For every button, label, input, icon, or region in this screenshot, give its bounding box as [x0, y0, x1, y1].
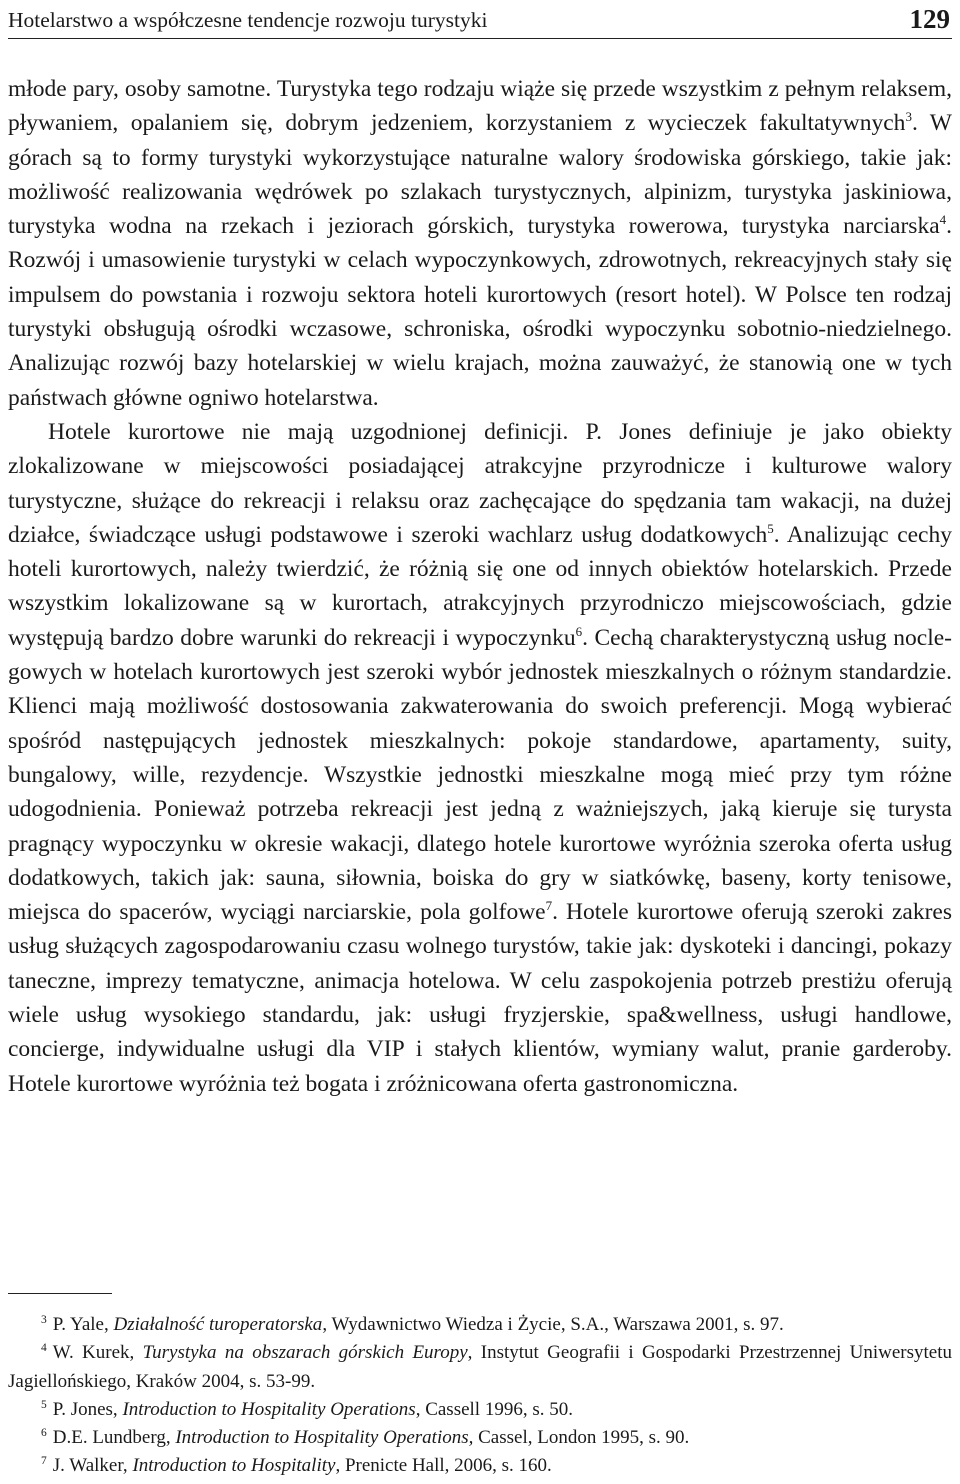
footnote-title: Turystyka na obszarach górskich Europy [142, 1342, 468, 1364]
footnote-ref: 5 [767, 520, 774, 536]
footnote [8, 1311, 952, 1339]
footnote-author: J. Walker, [52, 1455, 133, 1477]
footnote-ref: 3 [905, 109, 912, 125]
text-run: . Cechą charakterystyczną usług noclegowych w hotelach kurortowych jest szeroki wybór jednostek mieszkalnych o różnym standardzie. Klienci mają możliwość dostosowania zakwaterowania do swoich preferencji. Mogą wybierać spośród następujących jednostek mieszkalnych: pokoje standardowe, apartamenty, suity, bungalowy, wille, rezydencje. Wszystkie jednostki mieszkalne mogą mieć przy tym różne udogodnienia. Ponieważ potrzeba rekreacji jest jedną z ważniejszych, jaką kieruje się turysta pragnący wypoczynku w okresie wakacji, dlatego hotele kurortowe wyróżnia szeroka oferta usług dodatkowych, takich jak: sauna, siłownia, boiska do gry w siatkówkę, baseny, korty tenisowe, miejsca do spacerów, wyciągi narciarskie, pola golfowe [8, 624, 952, 926]
footnote-separator [8, 1293, 112, 1294]
paragraph-1 [8, 72, 952, 415]
footnote-author: P. Yale, [52, 1314, 114, 1335]
footnote-publication: , Cassell 1996, s. 50. [415, 1398, 573, 1420]
footnote-publication: , Wydawnictwo Wiedza i Życie, S.A., Warszawa 2001, s. 97. [322, 1314, 784, 1335]
footnote-number: 6 [41, 1427, 47, 1440]
footnote-author: W. Kurek, [52, 1342, 143, 1364]
footnote-number: 3 [41, 1314, 47, 1326]
text-run: Hotele kurortowe nie mają uzgodnionej definicji. P. Jones definiuje je jako obiekty zlokalizowane w miejscowości posiadającej atrakcyjne przyrodnicze i kulturowe walory turystyczne, służące do rekreacji i relaksu oraz zachęcające do spędzania tam wakacji, na dużej działce, świadczące usługi podstawowe i szeroki wachlarz usług dodatkowych [8, 418, 952, 548]
main-text [8, 72, 952, 1101]
running-title: Hotelarstwo a współczesne tendencje rozwoju turystyki [8, 8, 488, 32]
footnote [8, 1424, 952, 1452]
footnote-author: D.E. Lundberg, [52, 1427, 176, 1449]
paragraph-2 [8, 415, 952, 1101]
footnote [8, 1339, 952, 1396]
page-header [8, 2, 952, 39]
footnote [8, 1452, 952, 1480]
page-number: 129 [909, 4, 950, 34]
footnote-publication: , Instytut Geografii i Gospodarki Przestrzennej Uniwersytetu Jagiellońskiego, Kraków 2004, s. 53-99. [8, 1342, 952, 1392]
text-run: . Hotele kurortowe oferują szeroki zakres usług służących zagospodarowaniu czasu wolnego turystów, takie jak: dyskoteki i dancingi, pokazy taneczne, imprezy tematyczne, animacja hotelowa. W celu zaspokojenia potrzeb prestiżu oferują wiele usług wysokiego standardu, jak: usługi fryzjerskie, spa&wellness, usługi handlowe, concierge, indywidualne usługi dla VIP i stałych klientów, wymiany walut, pranie garderoby. Hotele kurortowe wyróżnia też bogata i zróżnicowana oferta gastronomiczna. [8, 899, 952, 1097]
footnote-author: P. Jones, [52, 1398, 123, 1420]
footnote [8, 1396, 952, 1424]
footnote-publication: , Prenicte Hall, 2006, s. 160. [335, 1455, 552, 1477]
footnote-number: 4 [41, 1342, 47, 1355]
footnote-ref: 4 [939, 212, 947, 228]
footnote-publication: Cassel, London 1995, s. 90. [473, 1427, 690, 1449]
footnote-title: Introduction to Hospitality Operations [122, 1398, 416, 1420]
text-run: . Analizując cechy hoteli kurortowych, należy twierdzić, że różnią się one od innych obiektów hotelarskich. Przede wszystkim lokalizowane są w kurortach, atrakcyjnych przyrodniczo miejscowościach, gdzie występują bardzo dobre warunki do rekreacji i wypoczynku [8, 521, 952, 651]
footnote-number: 7 [41, 1455, 47, 1468]
footnote-ref: 6 [575, 623, 583, 639]
footnote-title: Introduction to Hospitality [132, 1455, 336, 1477]
text-run: . W górach są to formy turystyki wykorzystujące naturalne walory środowiska górskiego, takie jak: możliwość realizowania wędrówek po szlakach turystycznych, alpinizm, turystyka jaskiniowa, turystyka wodna na rzekach i jeziorach górskich, turystyka rowerowa, turystyka narciarska [8, 110, 952, 240]
text-run: . Rozwój i umasowienie turystyki w celach wypoczynkowych, zdrowotnych, rekreacyjnych stały się impulsem do powstania i rozwoju sektora hoteli kurortowych (resort hotel). W Polsce ten rodzaj turystyki obsługują ośrodki wczasowe, schroniska, ośrodki wypoczynku sobotnio-niedzielnego. Analizując rozwój bazy hotelarskiej w wielu krajach, można zauważyć, że stanowią one w tych państwach główne ogniwo hotelarstwa. [8, 213, 952, 411]
footnote-ref: 7 [545, 898, 553, 914]
footnote-title: Działalność turoperatorska [113, 1314, 323, 1335]
footnote-title: Introduction to Hospitality Operations, [175, 1427, 474, 1449]
footnotes [8, 1311, 952, 1481]
text-run: młode pary, osoby samotne. Turystyka tego rodzaju wiąże się przede wszystkim z pełnym relaksem, pływaniem, opalaniem się, dobrym jedzeniem, korzystaniem z wycieczek fakultatywnych [8, 76, 952, 137]
footnote-number: 5 [41, 1398, 47, 1411]
